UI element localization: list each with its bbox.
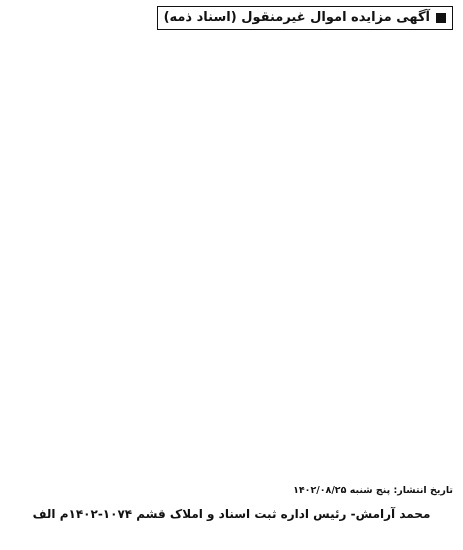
square-bullet-icon xyxy=(436,13,446,23)
publication-date: تاریخ انتشار: پنج شنبه ۱۴۰۲/۰۸/۲۵ xyxy=(293,485,453,496)
signature-line: محمد آرامش- رئیس اداره ثبت اسناد و املاک قشم ۱۰۷۴-۱۴۰۲م الف xyxy=(32,507,431,521)
headline-box xyxy=(157,6,453,30)
notice-headline: آگهی مزایده اموال غیرمنقول (اسناد ذمه) xyxy=(163,10,430,25)
notice-body xyxy=(8,36,455,484)
notice-footer xyxy=(8,484,455,522)
